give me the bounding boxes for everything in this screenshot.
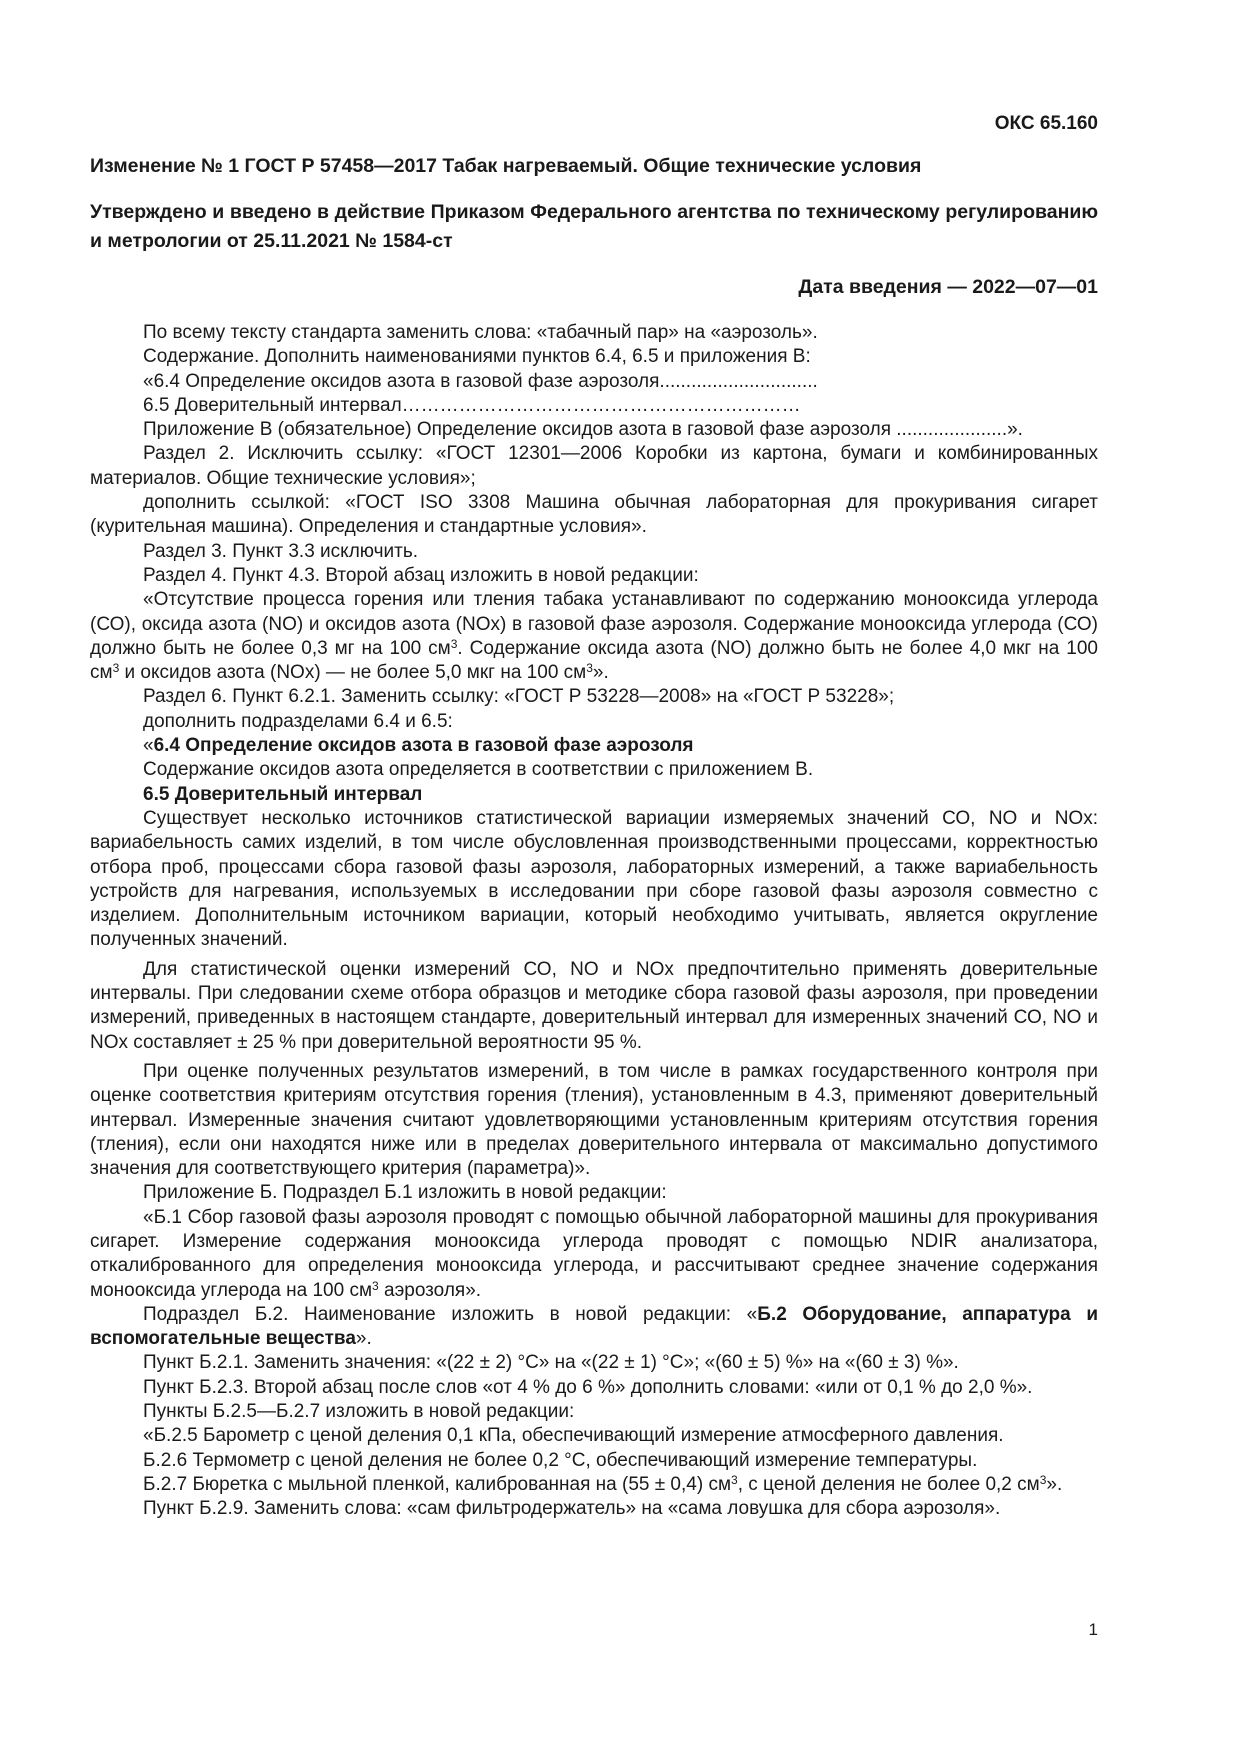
paragraph: Приложение Б. Подраздел Б.1 изложить в новой редакции: xyxy=(143,1182,667,1204)
paragraph: Раздел 3. Пункт 3.3 исключить. xyxy=(143,540,418,562)
paragraph: Пункты Б.2.5—Б.2.7 изложить в новой редакции: xyxy=(143,1401,575,1423)
paragraph: Б.2.6 Термометр с ценой деления не более 0,2 °С, обеспечивающий измерение температуры. xyxy=(143,1449,978,1471)
effective-date: Дата введения — 2022—07—01 xyxy=(798,276,1098,298)
subsection-heading: «6.4 Определение оксидов азота в газовой фазе аэрозоля xyxy=(143,735,694,757)
page-number: 1 xyxy=(1088,1620,1098,1639)
amendment-body xyxy=(90,321,1098,1522)
paragraph: «Б.1 Сбор газовой фазы аэрозоля проводят с помощью обычной лабораторной машины для прокуривания сигарет. Измерение содержания монооксида углерода проводят с помощью NDIR анализатора, откалиброванного для определения монооксида углерода, и рассчитывают среднее значение содержания монооксида углерода на 100 $см^3$ аэрозоля». xyxy=(90,1206,1098,1301)
paragraph: «Отсутствие процесса горения или тления табака устанавливают по содержанию монооксида углерода (СО), оксида азота (NO) и оксидов азота (NOx) в газовой фазе аэрозоля. Содержание монооксида углерода (СО) должно быть не более 0,3 мг на 100 $см^3$. Содержание оксида азота (NO) должно быть не более 4,0 мкг на 100 $см^3$ и оксидов азота (NOx) — не более 5,0 мкг на 100 $см^3$». xyxy=(90,589,1098,684)
approval-statement: Утверждено и введено в действие Приказом Федерального агентства по техническому регулированию и метрологии от 25.11.2021 № 1584-ст xyxy=(90,201,1098,252)
toc-entry: 6.5 Доверительный интервал……………………………………………………… xyxy=(143,394,801,416)
paragraph: Пункт Б.2.9. Заменить слова: «сам фильтродержатель» на «сама ловушка для сбора аэрозоля». xyxy=(143,1498,1001,1520)
paragraph: Существует несколько источников статистической вариации измеряемых значений СО, NO и NOx: вариабельность самих изделий, в том числе обусловленная производственными процессами, корректностью отбора проб, процессами сбора газовой фазы аэрозоля, лабораторных измерений, а также вариабельность устройств для нагревания, используемых в исследовании при сборе газовой фазы аэрозоля совместно с изделием. Дополнительным источником вариации, который необходимо учитывать, является округление полученных значений. xyxy=(90,807,1098,951)
paragraph: Пункт Б.2.3. Второй абзац после слов «от 4 % до 6 %» дополнить словами: «или от 0,1 % до 2,0 %». xyxy=(143,1376,1033,1398)
oks-code: ОКС 65.160 xyxy=(994,113,1098,134)
paragraph: Содержание оксидов азота определяется в соответствии с приложением В. xyxy=(143,759,814,781)
subsection-heading: 6.5 Доверительный интервал xyxy=(143,783,423,805)
paragraph: дополнить ссылкой: «ГОСТ ISO 3308 Машина обычная лабораторная для прокуривания сигарет (курительная машина). Определения и стандартные условия». xyxy=(90,492,1098,538)
paragraph: Пункт Б.2.1. Заменить значения: «(22 ± 2) °С» на «(22 ± 1) °С»; «(60 ± 5) %» на «(60 ± 3) %». xyxy=(143,1352,959,1374)
toc-entry: Приложение В (обязательное) Определение оксидов азота в газовой фазе аэрозоля .....................». xyxy=(143,419,1023,441)
paragraph: Б.2.7 Бюретка с мыльной пленкой, калиброванная на (55 ± 0,4) $см^3$, с ценой деления не более 0,2 $см^3$». xyxy=(143,1472,1063,1495)
paragraph: Раздел 4. Пункт 4.3. Второй абзац изложить в новой редакции: xyxy=(143,564,699,586)
paragraph: Подраздел Б.2. Наименование изложить в новой редакции: «Б.2 Оборудование, аппаратура и вспомогательные вещества». xyxy=(90,1303,1099,1350)
paragraph: «Б.2.5 Барометр с ценой деления 0,1 кПа, обеспечивающий измерение атмосферного давления. xyxy=(143,1425,1004,1447)
amendment-title: Изменение № 1 ГОСТ Р 57458—2017 Табак нагреваемый. Общие технические условия xyxy=(90,155,922,177)
paragraph: При оценке полученных результатов измерений, в том числе в рамках государственного контроля при оценке соответствия критериям отсутствия горения (тления), установленным в 4.3, применяют доверительный интервал. Измеренные значения считают удовлетворяющими установленным критериям отсутствия горения (тления), если они находятся ниже или в пределах доверительного интервала от максимально допустимого значения для соответствующего критерия (параметра)». xyxy=(90,1060,1098,1180)
toc-entry: «6.4 Определение оксидов азота в газовой фазе аэрозоля.............................. xyxy=(143,370,818,392)
paragraph: дополнить подразделами 6.4 и 6.5: xyxy=(143,710,453,732)
paragraph: Раздел 6. Пункт 6.2.1. Заменить ссылку: «ГОСТ Р 53228—2008» на «ГОСТ Р 53228»; xyxy=(143,686,895,708)
paragraph: Для статистической оценки измерений СО, NO и NOx предпочтительно применять доверительные интервалы. При следовании схеме отбора образцов и методике сбора газовой фазы аэрозоля, при проведении измерений, приведенных в настоящем стандарте, доверительный интервал для измеренных значений СО, NO и NOx составляет ± 25 % при доверительной вероятности 95 %. xyxy=(90,958,1098,1053)
paragraph: Содержание. Дополнить наименованиями пунктов 6.4, 6.5 и приложения В: xyxy=(143,346,811,368)
paragraph: Раздел 2. Исключить ссылку: «ГОСТ 12301—2006 Коробки из картона, бумаги и комбинированных материалов. Общие технические условия»; xyxy=(90,443,1098,489)
paragraph: По всему тексту стандарта заменить слова: «табачный пар» на «аэрозоль». xyxy=(143,322,818,343)
